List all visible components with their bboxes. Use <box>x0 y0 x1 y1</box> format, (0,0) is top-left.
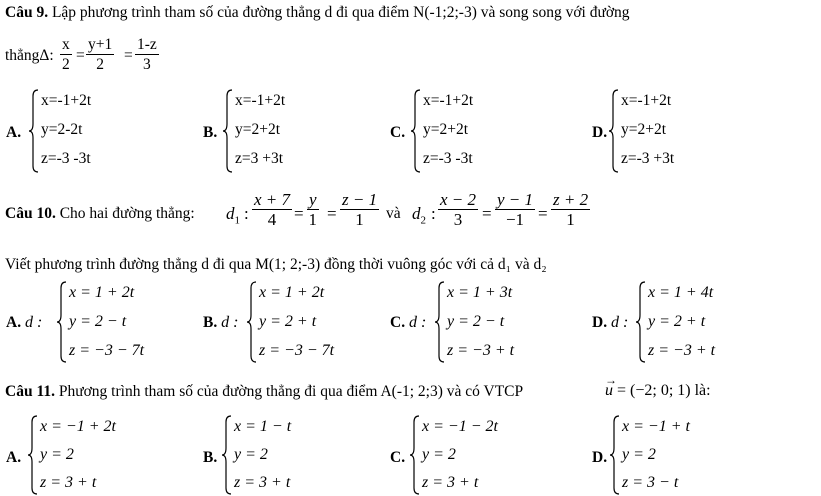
q10-eq-3: = <box>482 204 492 223</box>
q10-f3-num: z − 1 <box>342 190 378 209</box>
q9-fraction-1 <box>60 36 72 73</box>
q10-g2-den: −1 <box>505 210 525 229</box>
q11-c-row-z: z = 3 + t <box>422 474 479 491</box>
q10-d2-frac-2 <box>495 191 535 228</box>
q11-option-d-label: D. <box>592 449 608 466</box>
q10-b-row-z: z = −3 − 7t <box>259 342 335 359</box>
q10-f3-den: 1 <box>355 210 364 229</box>
q10-d2-colon: : <box>431 204 436 223</box>
q9-option-c-label: C. <box>390 124 406 141</box>
q10-option-c-label: C. <box>390 314 406 331</box>
q11-d-row-y: y = 2 <box>622 446 656 463</box>
q9-option-b-label: B. <box>203 124 218 141</box>
q10-eq-1: = <box>294 204 304 223</box>
q11-option-b-system <box>221 414 351 496</box>
q10-g3-den: 1 <box>566 210 575 229</box>
q10-d2-name <box>412 204 426 226</box>
left-brace-icon <box>56 280 68 364</box>
q10-option-c-head <box>390 314 426 332</box>
q10-a-row-x: x = 1 + 2t <box>69 284 135 301</box>
q11-text: Phương trình tham số của đường thẳng đi qua điểm A(-1; 2;3) và có VTCP <box>58 383 524 400</box>
q10-option-d-system <box>635 280 765 364</box>
q9-label: Câu 9. <box>5 4 49 21</box>
q9-line2-prefix: thẳngΔ: <box>5 47 54 64</box>
q9-c-row-y: y=2+2t <box>423 121 469 138</box>
q9-frac1-num: x <box>62 36 70 53</box>
q10-text: Cho hai đường thẳng: <box>59 205 195 222</box>
q11-statement <box>5 383 523 401</box>
q10-g3-num: z + 2 <box>553 190 589 209</box>
q10-a-row-y: y = 2 − t <box>69 313 127 330</box>
q10-d2-frac-3 <box>551 191 590 228</box>
q9-frac3-num: 1-z <box>137 36 157 53</box>
q9-b-row-x: x=-1+2t <box>235 92 286 109</box>
q10-d1-name <box>226 204 240 226</box>
q11-b-row-y: y = 2 <box>234 446 268 463</box>
q10-eq-2: = <box>327 204 337 223</box>
q10-option-c-system <box>434 280 564 364</box>
q9-text: Lập phương trình tham số của đường thẳng d đi qua điểm N(-1;2;-3) và song song với đường <box>51 4 630 21</box>
q11-a-row-x: x = −1 + 2t <box>40 418 116 435</box>
q11-option-a-label: A. <box>6 449 22 466</box>
q9-b-row-y: y=2+2t <box>235 121 281 138</box>
q9-eq2: = <box>124 47 133 64</box>
q10-g2-num: y − 1 <box>497 190 534 209</box>
left-brace-icon <box>221 414 233 496</box>
q11-d-row-z: z = 3 − t <box>622 474 679 491</box>
q10-a-row-z: z = −3 − 7t <box>69 342 145 359</box>
q10-d1-frac-3 <box>340 191 379 228</box>
left-brace-icon <box>434 280 446 364</box>
left-brace-icon <box>608 88 620 174</box>
q10-statement <box>5 205 195 223</box>
q11-option-a-system <box>27 414 157 496</box>
q11-option-b-label: B. <box>203 449 218 466</box>
q10-f1-den: 4 <box>267 210 277 229</box>
q9-fraction-2 <box>86 36 114 73</box>
q10-d1-frac-1 <box>252 191 292 228</box>
q10-b-row-y: y = 2 + t <box>259 313 317 330</box>
q9-eq1: = <box>76 47 85 64</box>
q10-option-d-label: D. <box>592 314 608 331</box>
q11-d-row-x: x = −1 + t <box>622 418 690 435</box>
q9-c-row-x: x=-1+2t <box>423 92 474 109</box>
q10-d1-letter: d <box>226 204 235 223</box>
left-brace-icon <box>28 88 40 174</box>
q10-g1-den: 3 <box>453 210 463 229</box>
q11-vector <box>605 373 711 401</box>
q10-option-b-system <box>246 280 376 364</box>
q11-c-row-x: x = −1 − 2t <box>422 418 498 435</box>
q10-b-row-x: x = 1 + 2t <box>259 284 325 301</box>
q10-option-b-label: B. <box>203 314 218 331</box>
q11-b-row-x: x = 1 − t <box>234 418 292 435</box>
q10-d2-letter: d <box>412 204 421 223</box>
q9-fraction-3 <box>135 36 159 73</box>
q10-c-row-y: y = 2 − t <box>447 313 505 330</box>
q11-vector-value: = (−2; 0; 1) <box>617 382 691 399</box>
q11-b-row-z: z = 3 + t <box>234 474 291 491</box>
q11-option-c-system <box>409 414 539 496</box>
left-brace-icon <box>609 414 621 496</box>
q9-option-a-system <box>28 88 138 174</box>
q11-vector-letter: u <box>605 382 613 399</box>
q10-option-a-prefix: d : <box>24 314 43 331</box>
q11-tail: là: <box>694 382 711 399</box>
q10-option-b-prefix: d : <box>221 314 239 331</box>
q9-frac2-num: y+1 <box>88 36 113 53</box>
left-brace-icon <box>246 280 258 364</box>
q9-d-row-y: y=2+2t <box>621 121 667 138</box>
q10-d1-colon: : <box>244 204 249 223</box>
q11-vector-u <box>605 373 617 399</box>
q10-and: và <box>386 205 401 222</box>
q11-a-row-y: y = 2 <box>40 446 74 463</box>
q10-g1-num: x − 2 <box>440 190 477 209</box>
q10-line2: Viết phương trình đường thẳng d đi qua M(1; 2;-3) đồng thời vuông góc với cả d₁ và d₂ <box>5 256 547 273</box>
q9-a-row-z: z=-3 -3t <box>41 150 91 167</box>
q9-c-row-z: z=-3 -3t <box>423 150 473 167</box>
q9-option-a-label: A. <box>6 124 22 141</box>
q11-label: Câu 11. <box>5 383 55 400</box>
q10-option-a-head <box>6 314 42 332</box>
q10-c-row-x: x = 1 + 3t <box>447 284 513 301</box>
left-brace-icon <box>409 414 421 496</box>
left-brace-icon <box>27 414 39 496</box>
q9-d-row-z: z=-3 +3t <box>621 150 675 167</box>
q11-c-row-y: y = 2 <box>422 446 456 463</box>
q10-option-c-prefix: d : <box>408 314 427 331</box>
q10-option-b-head <box>203 314 238 332</box>
q10-option-d-head <box>592 314 628 332</box>
q10-f2-num: y <box>309 190 317 209</box>
q10-option-d-prefix: d : <box>610 314 629 331</box>
q9-a-row-x: x=-1+2t <box>41 92 92 109</box>
q10-option-a-label: A. <box>6 314 22 331</box>
q10-d2-frac-1 <box>438 191 478 228</box>
q9-option-c-system <box>410 88 520 174</box>
q10-label: Câu 10. <box>5 205 56 222</box>
q9-option-b-system <box>222 88 332 174</box>
q10-d2-sub: 2 <box>420 214 426 227</box>
q9-a-row-y: y=2-2t <box>41 121 83 138</box>
q10-d-row-x: x = 1 + 4t <box>648 284 714 301</box>
q11-option-d-system <box>609 414 739 496</box>
q10-eq-4: = <box>538 204 548 223</box>
q9-frac1-den: 2 <box>62 56 70 73</box>
q10-d-row-z: z = −3 + t <box>648 342 716 359</box>
q11-a-row-z: z = 3 + t <box>40 474 97 491</box>
q10-d1-sub: 1 <box>234 214 240 227</box>
q9-b-row-z: z=3 +3t <box>235 150 284 167</box>
vector-arrow-icon: → <box>605 373 617 387</box>
q11-option-c-label: C. <box>390 449 406 466</box>
q10-c-row-z: z = −3 + t <box>447 342 515 359</box>
q10-f2-den: 1 <box>308 210 318 229</box>
q9-option-d-label: D. <box>592 124 608 141</box>
q10-d-row-y: y = 2 + t <box>648 313 706 330</box>
q10-option-a-system <box>56 280 186 364</box>
left-brace-icon <box>635 280 647 364</box>
q9-frac2-den: 2 <box>96 56 104 73</box>
q9-option-d-system <box>608 88 718 174</box>
left-brace-icon <box>222 88 234 174</box>
q9-frac3-den: 3 <box>143 56 151 73</box>
q9-d-row-x: x=-1+2t <box>621 92 672 109</box>
q10-f1-num: x + 7 <box>254 190 291 209</box>
left-brace-icon <box>410 88 422 174</box>
q9-statement <box>5 4 630 22</box>
q10-d1-frac-2 <box>307 191 319 228</box>
